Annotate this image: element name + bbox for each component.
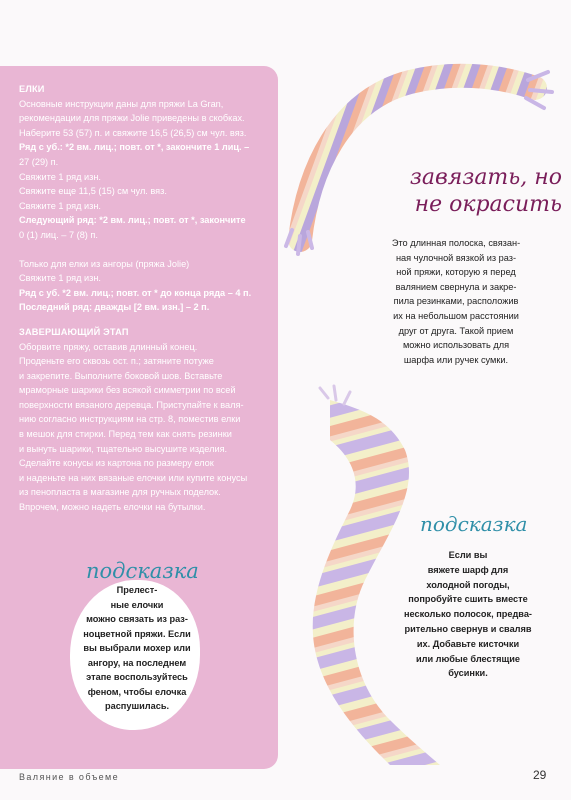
line: из пенопласта в магазине для ручных поделок. bbox=[19, 487, 221, 498]
hint-title-right: подсказка bbox=[420, 512, 528, 536]
line: рекомендации для пряжи Jolie приведены в скобках. bbox=[19, 113, 245, 124]
line: и наденьте на них вязаные елочки или купите конусы bbox=[19, 472, 248, 483]
line: Свяжите 1 ряд изн. bbox=[19, 171, 101, 182]
line: Проденьте его сквозь ост. п.; затяните потуже bbox=[19, 356, 214, 367]
line: Впрочем, можно надеть елочки на бутылки. bbox=[19, 502, 206, 513]
line: 27 (29) п. bbox=[19, 156, 59, 167]
instructions-text bbox=[19, 82, 265, 515]
hint-title-left: подсказка bbox=[86, 559, 199, 583]
section-title-finishing: ЗАВЕРШАЮЩИЙ ЭТАП bbox=[19, 326, 129, 337]
line: и вынуть шарики, тщательно высушите изделия. bbox=[19, 443, 228, 454]
scarf-photo-top bbox=[280, 60, 560, 265]
section-title-trees: ЕЛКИ bbox=[19, 84, 45, 94]
line: мраморные шарики без всякой симметрии по всей bbox=[19, 385, 236, 396]
line: Оборвите пряжу, оставив длинный конец. bbox=[19, 341, 198, 352]
line: в мешок для стирки. Перед тем как снять резинки bbox=[19, 429, 232, 440]
book-title: Валяние в объеме bbox=[19, 772, 120, 782]
line: Наберите 53 (57) п. и свяжите 16,5 (26,5) см чул. вяз. bbox=[19, 127, 247, 138]
line-bold: Ряд с уб.: *2 вм. лиц.; повт. от *, закончите 1 лиц. – bbox=[19, 142, 250, 153]
line: Свяжите 1 ряд изн. bbox=[19, 273, 101, 284]
line: Свяжите еще 11,5 (15) см чул. вяз. bbox=[19, 186, 167, 197]
line: Сделайте конусы из картона по размеру елок bbox=[19, 458, 214, 469]
page-number: 29 bbox=[533, 768, 547, 782]
line: 0 (1) лиц. – 7 (8) п. bbox=[19, 229, 98, 240]
line-bold: Последний ряд: дважды [2 вм. изн.] – 2 п. bbox=[19, 302, 210, 313]
hint-text-left: Прелест- ные елочки можно связать из раз- ноцветной пряжи. Если вы выбрали мохер или ангору, на последнем этапе воспользуйтесь феном, чтобы елочка распушилась. bbox=[83, 585, 191, 711]
line-bold: Следующий ряд: *2 вм. лиц.; повт. от *, закончите bbox=[19, 215, 246, 226]
line: и закрепите. Выполните боковой шов. Вставьте bbox=[19, 370, 223, 381]
line: Основные инструкции даны для пряжи La Gran, bbox=[19, 98, 224, 109]
line: Только для елки из ангоры (пряжа Jolie) bbox=[19, 258, 190, 269]
scarf-description: Это длинная полоска, связан- ная чулочной вязкой из раз- ной пряжи, которую я перед валянием свернула и закре- пила резинками, расположив их на небольшом расстоянии друг от друга. Такой прием можно использовать для шарфа или ручек сумки. bbox=[391, 238, 521, 365]
hint-text-right: Если вы вяжете шарф для холодной погоды, попробуйте сшить вместе несколько полосок, предва- рительно свернув и сваляв их. Добавьте кисточки или любые блестящие бусинки. bbox=[404, 550, 532, 679]
line: нию согласно инструкциям на стр. 8, поместив елки bbox=[19, 414, 241, 425]
article-heading: завязать, но не окрасить bbox=[409, 165, 562, 217]
line: поверхности вязаного деревца. Приступайте к валя- bbox=[19, 399, 244, 410]
line: Свяжите 1 ряд изн. bbox=[19, 200, 101, 211]
line-bold: Ряд с уб. *2 вм. лиц.; повт. от * до конца ряда – 4 п. bbox=[19, 287, 252, 298]
